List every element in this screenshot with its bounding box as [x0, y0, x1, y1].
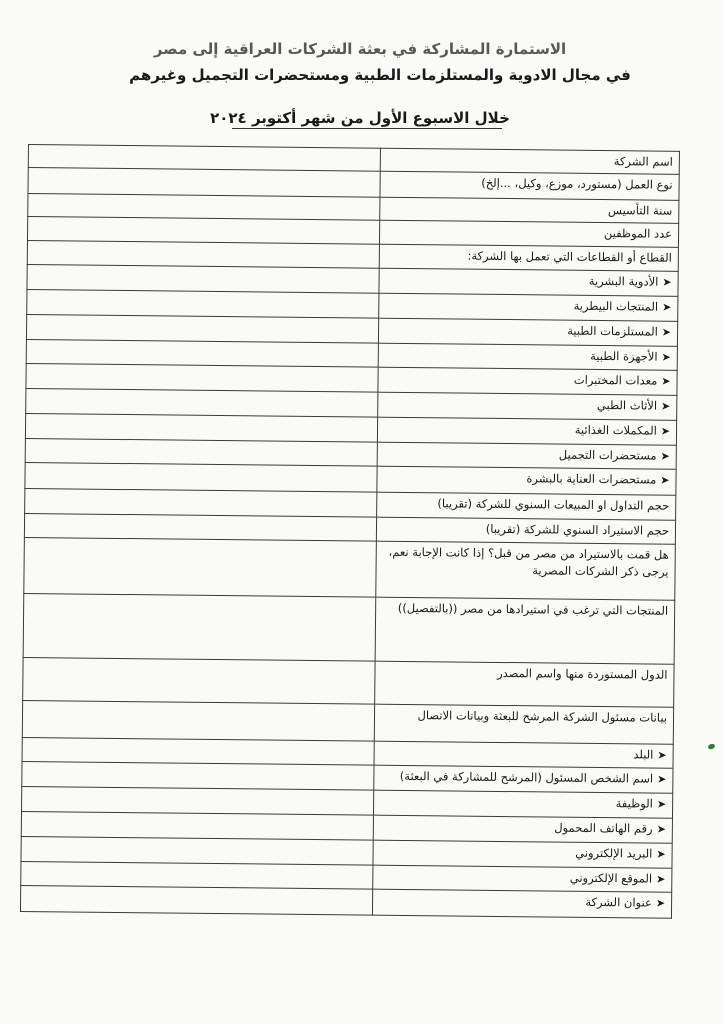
form-field-label [376, 541, 676, 601]
form-field-label [373, 865, 672, 893]
arrow-bullet-icon: ➤ [656, 872, 666, 886]
form-field-label [379, 269, 678, 297]
form-answer-field[interactable] [27, 240, 379, 268]
form-field-label-text: بيانات مسئول الشركة المرشح للبعثة وبيانات الاتصال [417, 708, 668, 725]
form-answer-field[interactable] [21, 811, 373, 840]
form-field-label-text: الأدوية البشرية [588, 274, 659, 289]
form-field-label-text: اسم الشخص المسئول (المرشح للمشاركة في البعثة) [399, 768, 654, 786]
form-field-label [380, 172, 679, 201]
form-answer-field[interactable] [25, 489, 377, 517]
form-field-label-text: القطاع أو القطاعات التي تعمل بها الشركة: [467, 248, 672, 265]
form-title-line-3: خلال الاسبوع الأول من شهر أكتوبر ٢٠٢٤ [210, 109, 510, 127]
ink-mark [707, 743, 715, 750]
arrow-bullet-icon: ➤ [661, 375, 671, 389]
form-answer-field[interactable] [23, 658, 375, 704]
form-field-label [377, 418, 676, 446]
form-field-label-text: الأثاث الطبي [596, 397, 658, 413]
form-field-label [380, 197, 679, 224]
form-answer-field[interactable] [24, 537, 376, 597]
form-field-label [374, 741, 673, 768]
form-field-label-text: حجم التداول او المبيعات السنوي للشركة (تقريبا) [437, 496, 670, 513]
form-answer-field[interactable] [25, 438, 377, 466]
arrow-bullet-icon: ➤ [656, 797, 667, 811]
form-answer-field[interactable] [22, 700, 374, 741]
form-field-label [374, 704, 673, 744]
form-field-label [373, 790, 672, 818]
arrow-bullet-icon: ➤ [656, 822, 666, 836]
arrow-bullet-icon: ➤ [661, 350, 671, 364]
form-field-label-text: البريد الإلكتروني [575, 846, 653, 861]
form-answer-field[interactable] [26, 364, 378, 392]
arrow-bullet-icon: ➤ [660, 449, 670, 463]
arrow-bullet-icon: ➤ [655, 896, 666, 911]
form-answer-field[interactable] [20, 886, 372, 915]
form-field-label [375, 662, 675, 708]
form-field-label [372, 889, 671, 918]
form-field-label [378, 319, 677, 347]
form-answer-field[interactable] [27, 289, 379, 318]
form-field-label-text: الوظيفة [615, 796, 653, 811]
form-field-label [377, 467, 676, 496]
form-title-line-2: في مجال الادوية والمستلزمات الطبية ومستحضرات التجميل وغيرهم [129, 66, 631, 84]
form-row [24, 537, 676, 600]
form-answer-field[interactable] [27, 265, 379, 293]
form-field-label [379, 293, 678, 322]
form-field-label-text: نوع العمل (مستورد، موزع، وكيل، ...إلخ) [481, 176, 673, 193]
arrow-bullet-icon: ➤ [662, 300, 672, 314]
form-field-label-text: اسم الشركة [613, 154, 673, 169]
form-answer-field[interactable] [22, 761, 374, 790]
form-field-label-text: المكملات الغذائية [574, 423, 657, 439]
arrow-bullet-icon: ➤ [656, 847, 666, 862]
form-field-label-text: سنة التأسيس [607, 203, 673, 218]
form-field-label [373, 840, 672, 868]
form-answer-field[interactable] [25, 463, 377, 492]
form-field-label-text: المستلزمات الطبية [567, 324, 658, 339]
form-field-label [375, 598, 675, 665]
form-field-label [374, 765, 673, 794]
form-answer-field[interactable] [26, 315, 378, 343]
form-answer-field[interactable] [28, 168, 380, 197]
form-field-label-text: رقم الهاتف المحمول [554, 820, 653, 836]
form-field-label [380, 148, 679, 175]
title-underline [232, 128, 502, 129]
form-field-label [377, 442, 676, 470]
arrow-bullet-icon: ➤ [660, 425, 671, 439]
form-field-label-text: مستحضرات العناية بالبشرة [526, 471, 657, 488]
form-row [23, 658, 674, 707]
form-answer-field[interactable] [21, 837, 373, 865]
form-row [20, 886, 671, 919]
arrow-bullet-icon: ➤ [657, 772, 667, 786]
form-answer-field[interactable] [26, 339, 378, 367]
form-field-label-text: حجم الاستيراد السنوي للشركة (تقريبا) [485, 521, 670, 538]
registration-form-table [20, 144, 680, 919]
form-field-label [379, 244, 678, 272]
form-field-label-text: البلد [633, 747, 654, 762]
form-field-label-text: معدات المختبرات [573, 373, 658, 388]
form-answer-field[interactable] [21, 861, 373, 889]
form-field-label [378, 368, 677, 396]
form-title-line-1: الاستمارة المشاركة في بعثة الشركات العراقية إلى مصر [153, 40, 567, 58]
arrow-bullet-icon: ➤ [660, 474, 670, 488]
form-field-label-text: المنتجات التي ترغب في استيرادها من مصر ((بالتفصيل)) [397, 601, 669, 619]
form-field-label [378, 392, 677, 421]
form-field-label-text: الموقع الإلكتروني [569, 870, 653, 886]
form-field-label [378, 343, 677, 371]
form-answer-field[interactable] [24, 513, 376, 541]
form-answer-field[interactable] [22, 787, 374, 815]
form-answer-field[interactable] [26, 388, 378, 417]
form-field-label-text: هل قمت بالاستيراد من مصر من قبل؟ إذا كانت الإجابة نعم، يرجى ذكر الشركات المصرية [388, 544, 669, 579]
form-field-label-text: المنتجات البيطرية [573, 298, 659, 314]
form-field-label [376, 492, 675, 520]
form-row [23, 594, 675, 665]
form-field-label-text: عدد الموظفين [603, 226, 673, 242]
form-field-label-text: مستحضرات التجميل [558, 447, 657, 463]
form-answer-field[interactable] [23, 594, 376, 662]
form-field-label [379, 221, 678, 248]
form-field-label [376, 517, 675, 545]
form-field-label-text: عنوان الشركة [585, 895, 652, 910]
arrow-bullet-icon: ➤ [662, 275, 672, 290]
form-field-label-text: الأجهزة الطبية [590, 348, 658, 364]
arrow-bullet-icon: ➤ [661, 326, 672, 340]
arrow-bullet-icon: ➤ [657, 748, 667, 762]
form-field-label-text: الدول المستوردة منها واسم المصدر [497, 666, 668, 683]
form-answer-field[interactable] [25, 414, 377, 442]
arrow-bullet-icon: ➤ [661, 399, 671, 413]
form-field-label [373, 815, 672, 844]
